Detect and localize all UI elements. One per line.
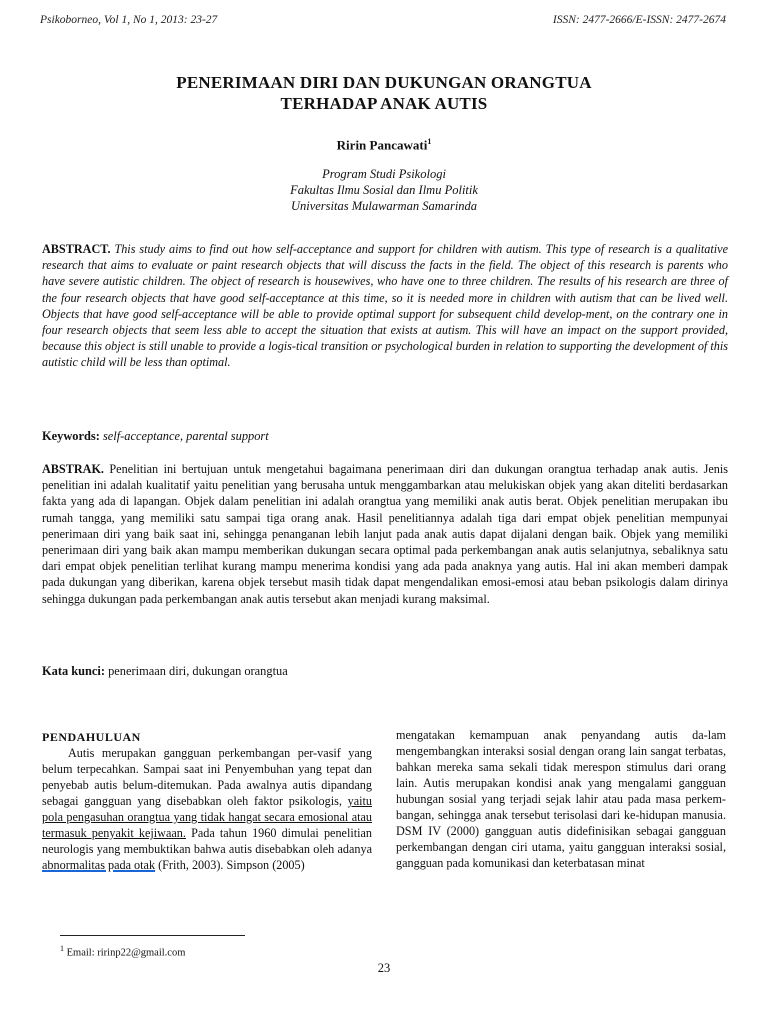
affiliation-line-1: Program Studi Psikologi — [322, 167, 446, 181]
underlined-phrase-2: abnormalitas pada otak — [42, 858, 156, 872]
intro-text-a: Autis merupakan gangguan perkembangan per-vasif yang belum terpecahkan. Sampai saat ini Penyembuhan yang tepat dan penyebab autis belum-ditemukan. Pada awalnya autis dipandang sebagai gangguan yang disebabkan oleh faktor psikologis, — [42, 746, 372, 808]
affiliation-line-3: Universitas Mulawarman Samarinda — [290, 199, 478, 213]
author-name: Ririn Pancawati — [336, 137, 428, 153]
abstract-id-label: ABSTRAK. — [42, 462, 104, 476]
affiliation — [0, 166, 768, 214]
keywords-english — [42, 429, 728, 444]
paper-title — [0, 72, 768, 114]
underlined-phrase-1: yaitu pola pengasuhan orangtua yang tidak hangat secara emosional atau termasuk penyakit kejiwaan. — [42, 794, 372, 840]
keywords-id-label: Kata kunci: — [42, 664, 105, 678]
title-line-1: PENERIMAAN DIRI DAN DUKUNGAN ORANGTUA — [176, 73, 592, 92]
footnote-divider — [60, 935, 245, 936]
intro-paragraph — [42, 745, 372, 873]
footnote-marker: 1 — [60, 944, 64, 953]
author-footnote-marker: 1 — [427, 137, 432, 146]
keywords-indonesian — [42, 664, 728, 679]
abstract-en-text: This study aims to find out how self-acceptance and support for children with autism. This type of research is a qualitative research that aims to evaluate or paint research objects that will discuss the facts in the field. The object of this research is parents who have severe autistic children. The object of research is housewives, who have one to three children. The results of his research are three of the four research objects that have good self-acceptance at this time, so it is needed more in children with autism that can be lived well. Objects that have good self-acceptance will be able to provide optimal support for subsequent child develop-ment, on the contrary one in four research objects that seem less able to accept the situation that exists at autism. This will have an impact on the support provided, because this object is still unable to provide a logis-tical transition or psychological burden in relation to supporting the development of this autistic child will be less than optimal. — [42, 242, 728, 370]
intro-right-column — [396, 727, 726, 871]
issn-line: ISSN: 2477-2666/E-ISSN: 2477-2674 — [552, 14, 726, 26]
intro-text-b: Pada tahun 1960 dimulai penelitian neurologis yang membuktikan bahwa autis disebabkan oleh adanya — [42, 826, 372, 856]
abstract-en-label: ABSTRACT. — [42, 242, 111, 256]
page-number: 23 — [377, 961, 391, 975]
footnote-email: Email: ririnp22@gmail.com — [66, 947, 186, 959]
keywords-en-label: Keywords: — [42, 429, 100, 443]
abstract-english — [42, 241, 728, 371]
keywords-en-text: self-acceptance, parental support — [102, 429, 269, 443]
intro-text-c: (Frith, 2003). Simpson (2005) — [155, 858, 305, 872]
intro-right-text: mengatakan kemampuan anak penyandang autis da-lam mengembangkan interaksi sosial dengan orang lain sangat terbatas, bahkan mereka sama sekali tidak merespon stimulus dari orang lain. Autis merupakan kondisi anak yang mengalami gangguan hubungan sosial yang terjadi sejak lahir atau pada masa perkem-bangan, sehingga anak tersebut terisolasi dari ke-hidupan manusia. DSM IV (2000) gangguan autis didefinisikan sebagai gangguan perkembangan dengan ciri utama, yaitu gangguan interaksi sosial, gangguan pada komunikasi dan keterbatasan minat — [396, 728, 726, 870]
section-heading-pendahuluan: PENDAHULUAN — [42, 730, 141, 744]
abstract-id-text: Penelitian ini bertujuan untuk mengetahui bagaimana penerimaan diri dan dukungan orangtua terhadap anak autis. Jenis penelitian ini adalah kualitatif yaitu penelitian yang berusaha untuk menggambarkan atau melukiskan objek yang akan diteliti berdasarkan fakta yang ada di lapangan. Objek dalam penelitian ini adalah orangtua yang memiliki anak autis berat. Objek penelitian merupakan ibu rumah tangga, yang memiliki satu sampai tiga orang anak. Hasil penelitiannya adalah tiga dari empat objek penelitian mempunyai penerimaan diri yang baik saat ini, sehingga penanganan lebih lanjut pada anak autis dapat dijalani dengan baik. Objek yang memiliki penerimaan diri yang baik akan mampu memberikan dukungan secara optimal pada perkembangan anak autis selanjutnya, sebaliknya satu dari empat objek penelitian terlihat kurang mampu menerima kondisi yang ada pada anaknya yang autis. Hal ini akan memberi dampak pada dukungan yang diberikan, karena objek tersebut masih tidak dapat mengendalikan emosi-emosi atau beban psikologis dalam dirinya sehingga dukungan pada perkembangan anak autis tersebut akan menjadi kurang maksimal. — [42, 462, 729, 606]
journal-citation: Psikoborneo, Vol 1, No 1, 2013: 23-27 — [40, 14, 218, 26]
author — [0, 137, 768, 153]
intro-left-column — [42, 729, 372, 873]
abstract-indonesian — [42, 461, 728, 607]
affiliation-line-2: Fakultas Ilmu Sosial dan Ilmu Politik — [290, 183, 478, 197]
keywords-id-text: penerimaan diri, dukungan orangtua — [108, 664, 288, 678]
footnote — [60, 944, 185, 959]
title-line-2: TERHADAP ANAK AUTIS — [280, 94, 488, 113]
